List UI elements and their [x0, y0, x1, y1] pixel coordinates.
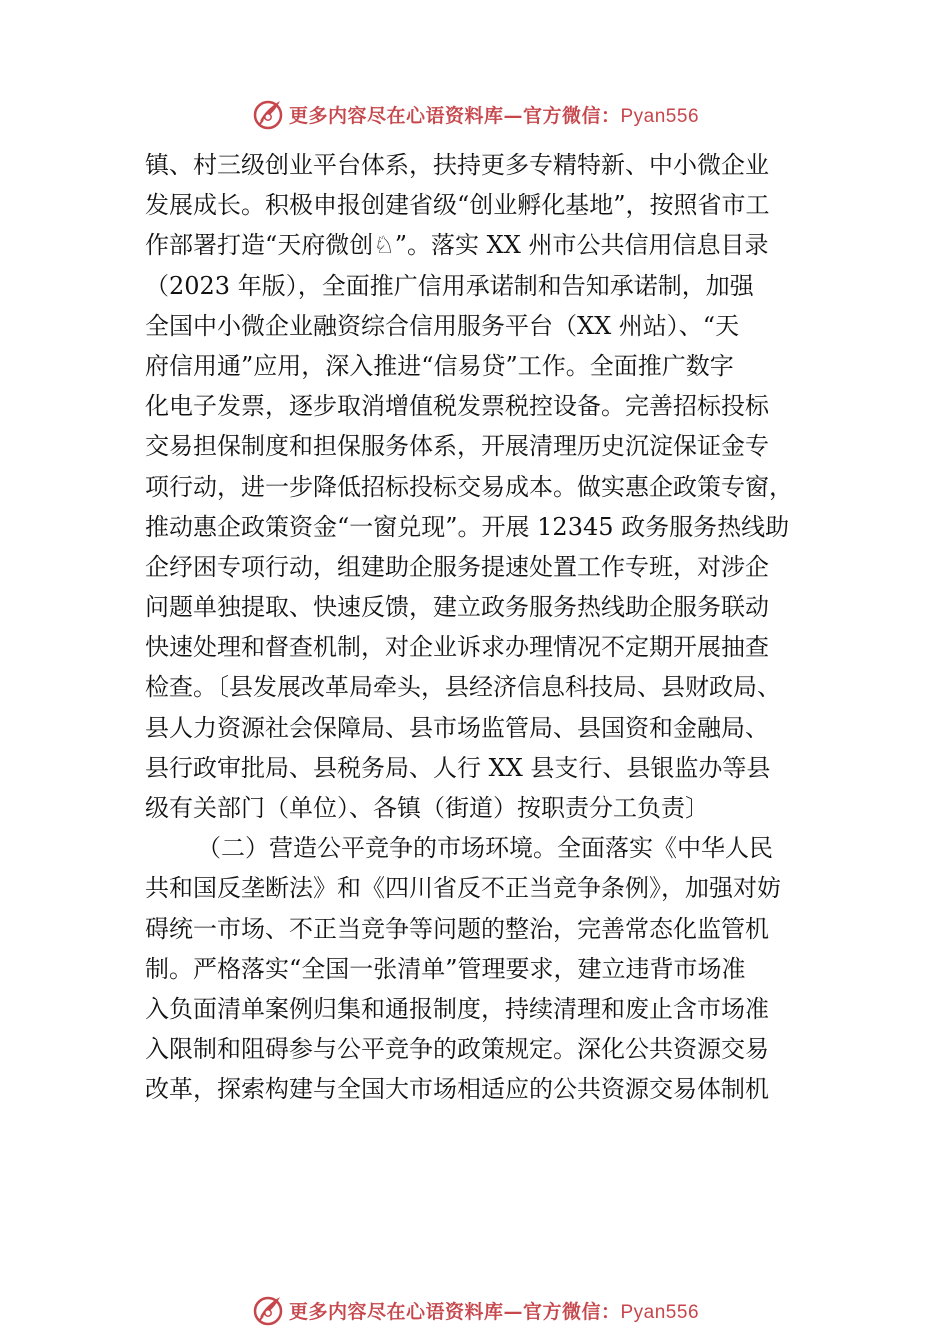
header-watermark: [0, 94, 950, 134]
watermark-text: [289, 1297, 699, 1324]
quill-seal-icon: [251, 97, 285, 131]
text-line: 问题单独提取、快速反馈，建立政务服务热线助企服务联动: [145, 593, 769, 622]
text-line: 推动惠企政策资金“一窗兑现”。开展 12345 政务服务热线助: [145, 512, 790, 541]
text-line: 县人力资源社会保障局、县市场监管局、县国资和金融局、: [145, 713, 769, 742]
text-line: 全国中小微企业融资综合信用服务平台（XX 州站）、“天: [145, 311, 740, 340]
text-line: 入负面清单案例归集和通报制度，持续清理和废止含市场准: [145, 994, 769, 1023]
text-line: 企纾困专项行动，组建助企服务提速处置工作专班，对涉企: [145, 552, 769, 581]
watermark-handle: Pyan556: [620, 1301, 700, 1323]
text-line: 快速处理和督查机制，对企业诉求办理情况不定期开展抽查: [145, 633, 769, 662]
text-line: 府信用通”应用，深入推进“信易贷”工作。全面推广数字: [145, 351, 734, 380]
text-line: 入限制和阻碍参与公平竞争的政策规定。深化公共资源交易: [145, 1035, 769, 1064]
text-line: 镇、村三级创业平台体系，扶持更多专精特新、中小微企业: [145, 151, 769, 179]
paragraph: [145, 828, 810, 1109]
watermark-label: 更多内容尽在心语资料库—官方微信：: [288, 1300, 621, 1323]
text-line: 化电子发票，逐步取消增值税发票税控设备。完善招标投标: [145, 392, 769, 421]
text-line: 碍统一市场、不正当竞争等问题的整治，完善常态化监管机: [145, 914, 769, 943]
quill-seal-icon: [251, 1293, 285, 1327]
section-heading-line: （二）营造公平竞争的市场环境。全面落实《中华人民: [197, 834, 773, 863]
text-line: 检查。〔县发展改革局牵头，县经济信息科技局、县财政局、: [145, 673, 781, 702]
text-line: 级有关部门（单位）、各镇（街道）按职责分工负责〕: [145, 794, 709, 822]
text-line: 制。严格落实“全国一张清单”管理要求，建立违背市场准: [145, 954, 746, 983]
text-line: 共和国反垄断法》和《四川省反不正当竞争条例》，加强对妨: [145, 874, 781, 903]
watermark-text: [289, 101, 699, 128]
document-body: [145, 145, 810, 1110]
text-line: （2023 年版），全面推广信用承诺制和告知承诺制，加强: [145, 271, 754, 300]
watermark-label: 更多内容尽在心语资料库—官方微信：: [288, 104, 621, 127]
footer-watermark: [0, 1290, 950, 1330]
text-line: 交易担保制度和担保服务体系，开展清理历史沉淀保证金专: [145, 432, 769, 461]
text-line: 作部署打造“天府微创♘”。落实 XX 州市公共信用信息目录: [145, 231, 769, 260]
paragraph: [145, 145, 810, 828]
watermark-handle: Pyan556: [620, 105, 700, 127]
text-line: 改革，探索构建与全国大市场相适应的公共资源交易体制机: [145, 1075, 769, 1104]
text-line: 发展成长。积极申报创建省级“创业孵化基地”，按照省市工: [145, 191, 770, 220]
text-line: 县行政审批局、县税务局、人行 XX 县支行、县银监办等县: [145, 753, 771, 782]
text-line: 项行动，进一步降低招标投标交易成本。做实惠企政策专窗，: [145, 472, 793, 501]
